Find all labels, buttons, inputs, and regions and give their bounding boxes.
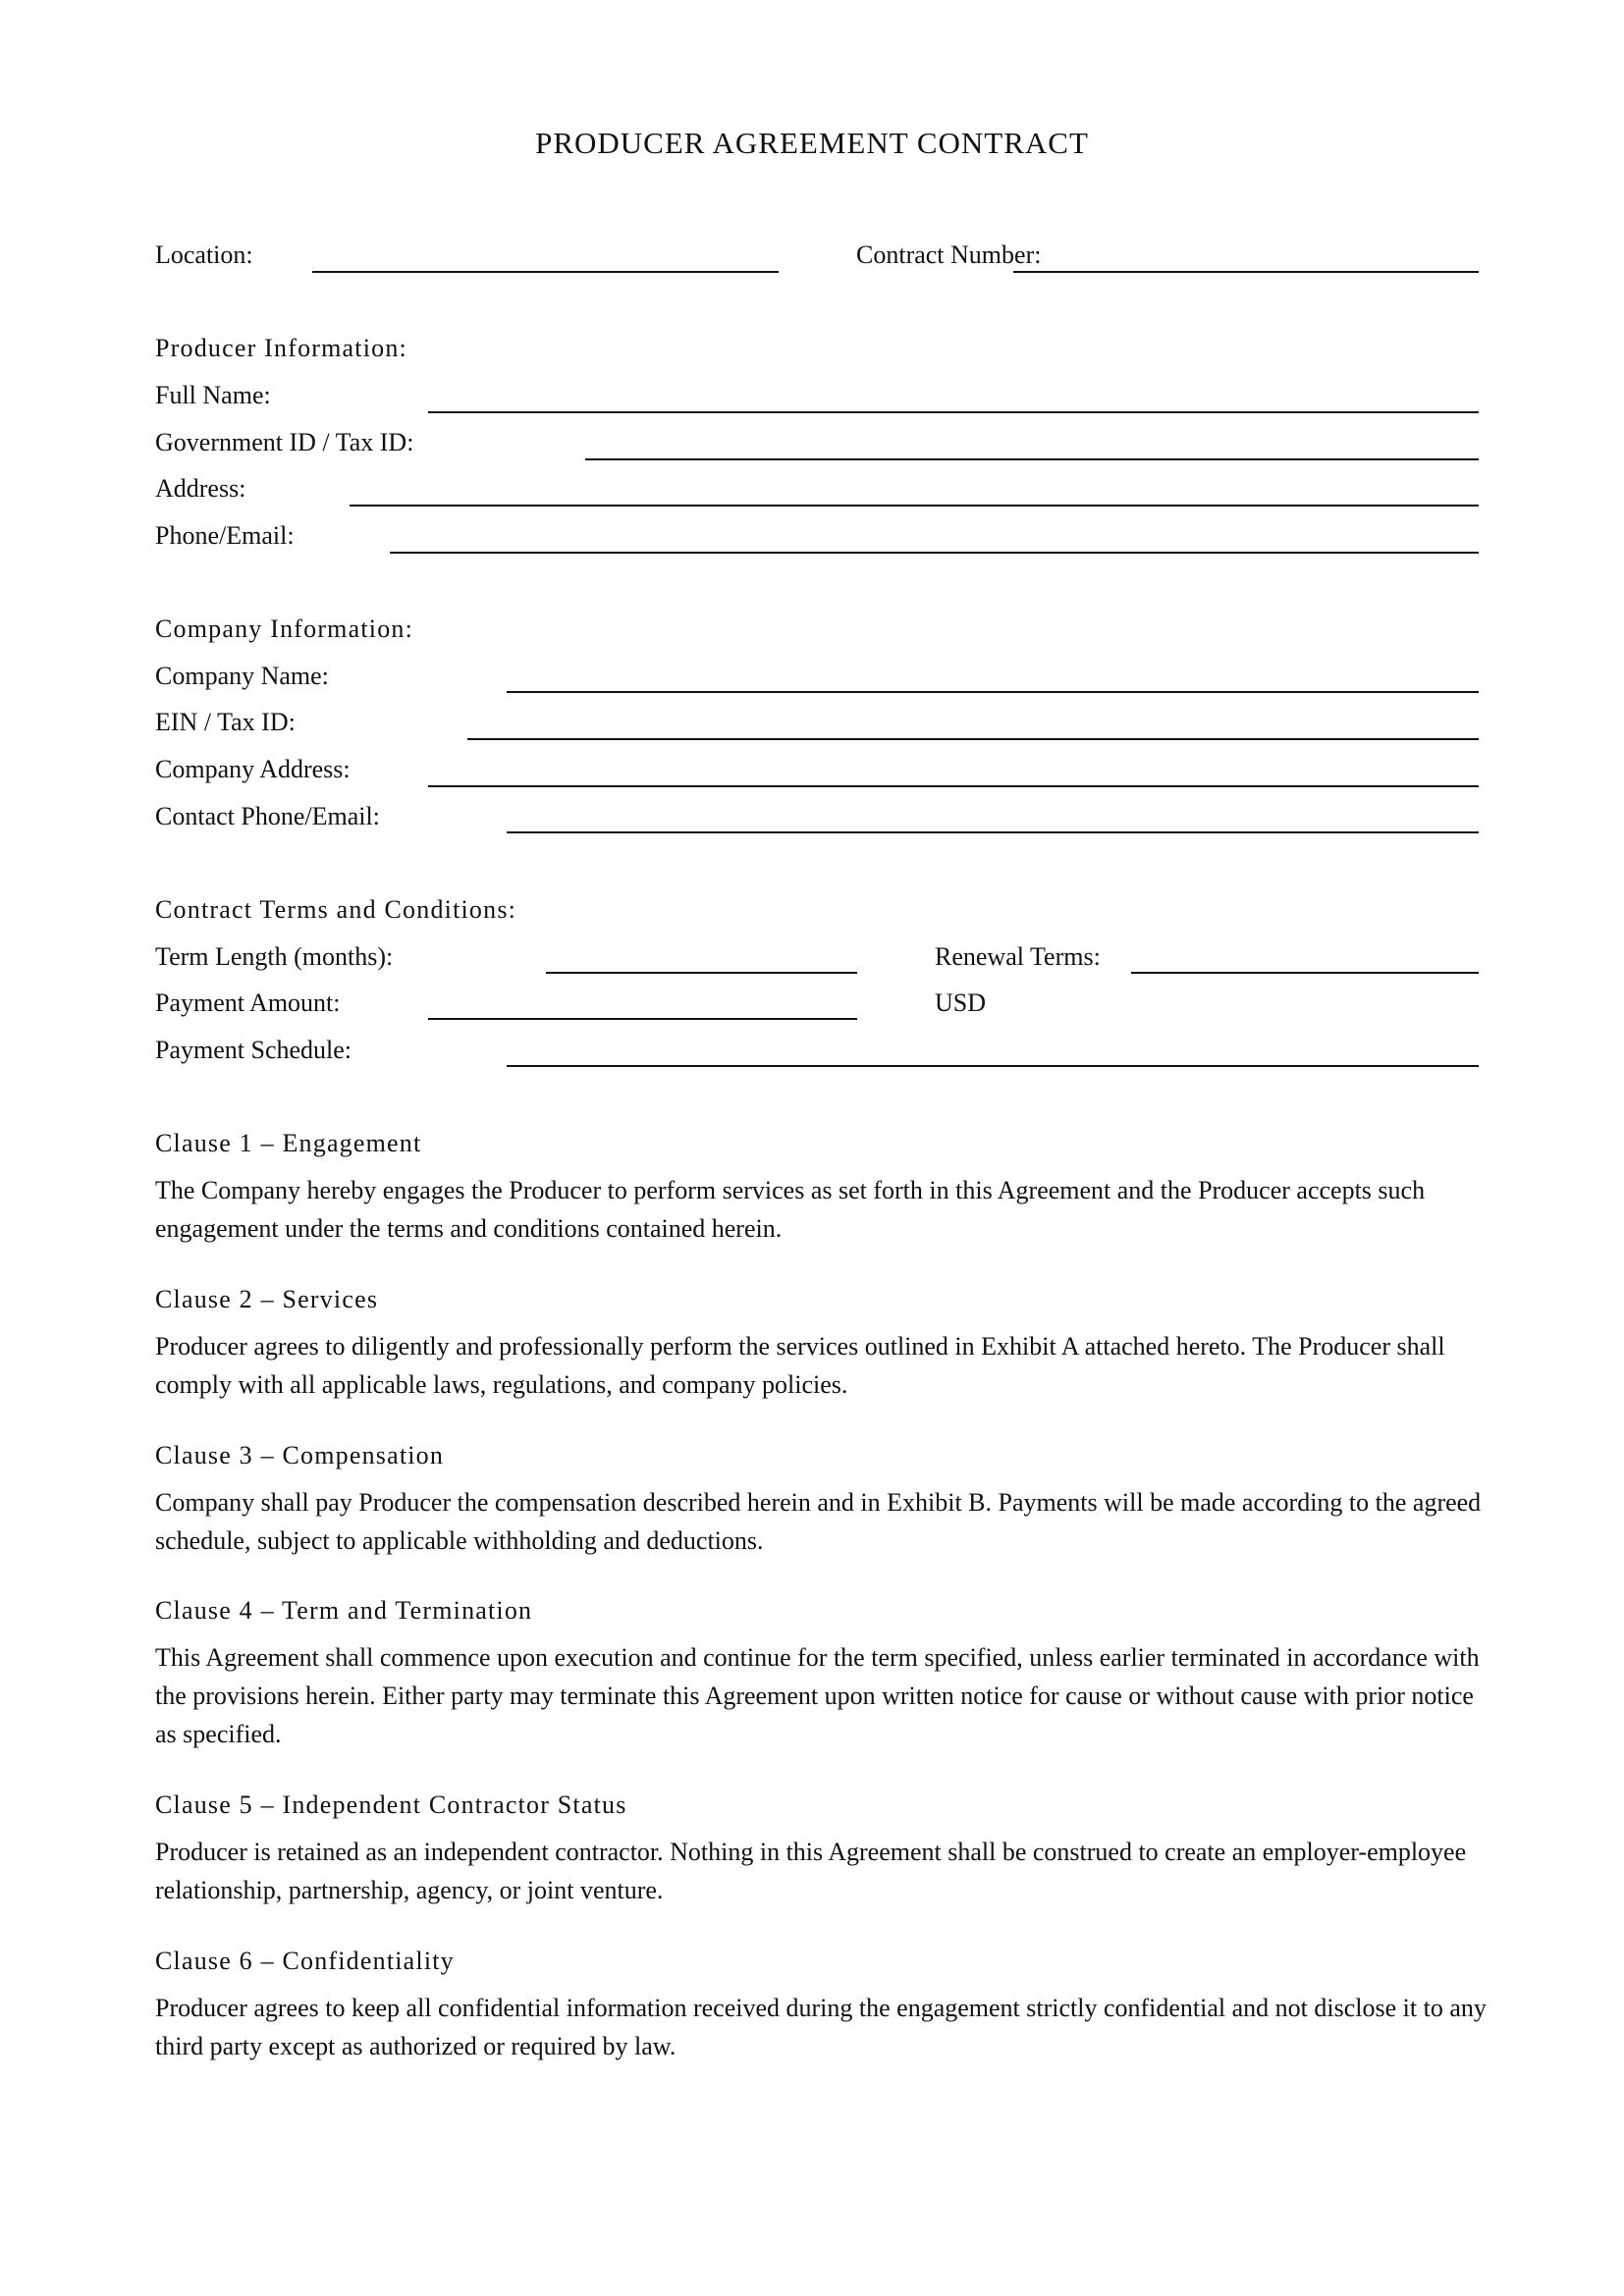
location-label: Location:	[155, 240, 253, 269]
currency-label: USD	[935, 988, 987, 1017]
full-name-field[interactable]	[428, 411, 1479, 413]
clause-text: Company shall pay Producer the compensation described herein and in Exhibit B. Payments will be made according to the agreed schedule, subject to applicable withholding and deductions.	[155, 1488, 1482, 1555]
term-length-label: Term Length (months):	[155, 942, 394, 971]
full-name-label: Full Name:	[155, 381, 271, 409]
clause-heading: Clause 3 – Compensation	[155, 1441, 445, 1469]
clause-text: The Company hereby engages the Producer to perform services as set forth in this Agreement and the Producer accepts such engagement under the terms and conditions contained herein.	[155, 1176, 1426, 1243]
company-address-field[interactable]	[428, 785, 1479, 787]
address-field[interactable]	[350, 505, 1479, 507]
term-length-field[interactable]	[546, 972, 857, 974]
phone-email-label: Phone/Email:	[155, 521, 295, 550]
company-name-label: Company Name:	[155, 662, 329, 690]
terms-section-heading: Contract Terms and Conditions:	[155, 895, 517, 924]
payment-schedule-label: Payment Schedule:	[155, 1036, 352, 1064]
renewal-label: Renewal Terms:	[935, 942, 1101, 971]
contact-label: Contact Phone/Email:	[155, 802, 380, 830]
contact-field[interactable]	[507, 831, 1479, 833]
clause-heading: Clause 2 – Services	[155, 1285, 379, 1313]
payment-amount-label: Payment Amount:	[155, 988, 341, 1017]
producer-section-heading: Producer Information:	[155, 334, 407, 362]
page-title: PRODUCER AGREEMENT CONTRACT	[535, 126, 1089, 160]
clause-text: Producer is retained as an independent contractor. Nothing in this Agreement shall be construed to create an employer-employee relationship, partnership, agency, or joint venture.	[155, 1838, 1467, 1904]
clause-heading: Clause 1 – Engagement	[155, 1129, 422, 1157]
address-label: Address:	[155, 474, 246, 503]
company-address-label: Company Address:	[155, 755, 351, 783]
ein-label: EIN / Tax ID:	[155, 708, 296, 736]
payment-amount-field[interactable]	[428, 1018, 857, 1020]
clause-text: Producer agrees to diligently and professionally perform the services outlined in Exhibit A attached hereto. The Producer shall comply with all applicable laws, regulations, and company policies.	[155, 1332, 1445, 1399]
company-name-field[interactable]	[507, 691, 1479, 693]
contract-number-field[interactable]	[1013, 271, 1479, 273]
company-section-heading: Company Information:	[155, 614, 414, 643]
gov-id-label: Government ID / Tax ID:	[155, 428, 414, 456]
clause-heading: Clause 4 – Term and Termination	[155, 1596, 533, 1625]
ein-field[interactable]	[467, 738, 1479, 740]
location-field[interactable]	[312, 271, 779, 273]
gov-id-field[interactable]	[585, 458, 1479, 460]
renewal-field[interactable]	[1131, 972, 1479, 974]
clause-heading: Clause 6 – Confidentiality	[155, 1947, 455, 1975]
clause-text: This Agreement shall commence upon execution and continue for the term specified, unless earlier terminated in accordance with the provisions herein. Either party may terminate this Agreement upon written notice for cause or without cause with prior notice as specified.	[155, 1643, 1480, 1748]
phone-email-field[interactable]	[390, 552, 1479, 554]
clause-text: Producer agrees to keep all confidential information received during the engagement strictly confidential and not disclose it to any third party except as authorized or required by law.	[155, 1994, 1487, 2060]
clause-heading: Clause 5 – Independent Contractor Status	[155, 1790, 627, 1819]
contract-number-label: Contract Number:	[856, 240, 1042, 269]
payment-schedule-field[interactable]	[507, 1065, 1479, 1067]
